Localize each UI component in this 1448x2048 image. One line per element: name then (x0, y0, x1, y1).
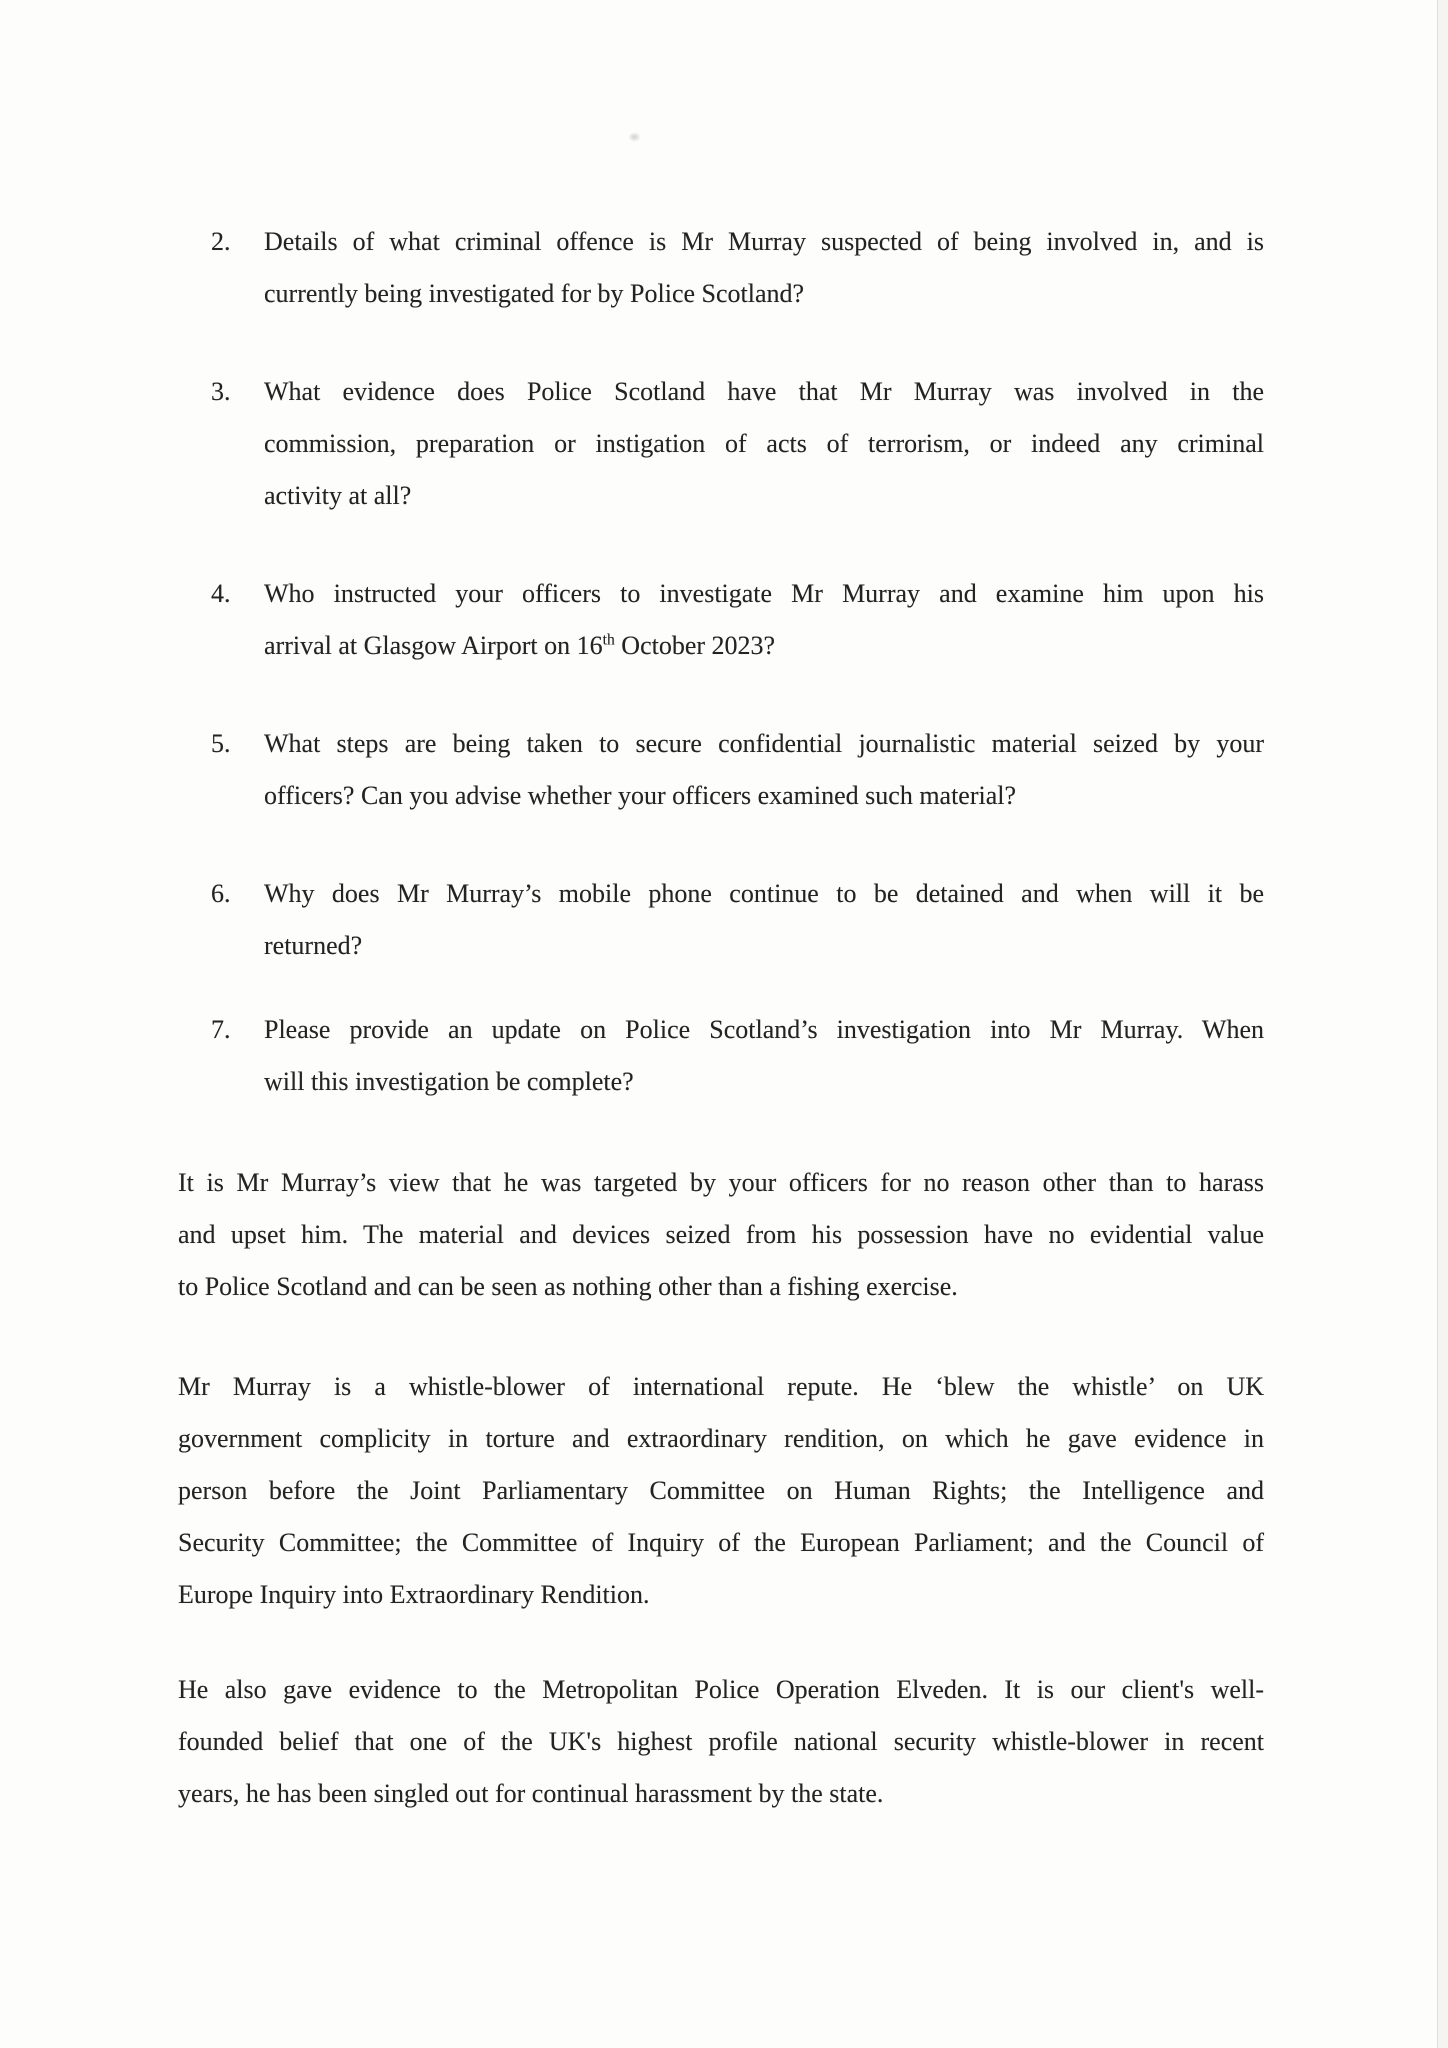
paragraph (178, 1361, 1264, 1621)
text-line: founded belief that one of the UK's highest profile national security whistle-blower in recent (178, 1727, 1264, 1756)
text-line: It is Mr Murray’s view that he was targeted by your officers for no reason other than to harass (178, 1168, 1264, 1197)
list-item-number: 2. (211, 227, 231, 256)
list-item-number: 7. (211, 1015, 231, 1044)
superscript-ordinal: th (602, 631, 615, 649)
text-line: Mr Murray is a whistle-blower of international repute. He ‘blew the whistle’ on UK (178, 1372, 1264, 1401)
list-item-text (264, 718, 1264, 822)
text-line: What evidence does Police Scotland have that Mr Murray was involved in the (264, 377, 1264, 406)
text-line: He also gave evidence to the Metropolitan Police Operation Elveden. It is our client's well- (178, 1675, 1264, 1704)
list-item (178, 366, 1264, 522)
scan-smudge (628, 132, 641, 142)
text-line: person before the Joint Parliamentary Committee on Human Rights; the Intelligence and (178, 1476, 1264, 1505)
paragraph (178, 1157, 1264, 1313)
list-item-text (264, 568, 1264, 672)
text-segment: October 2023? (614, 631, 776, 660)
list-item-number: 5. (211, 729, 231, 758)
text-line: Who instructed your officers to investigate Mr Murray and examine him upon his (264, 579, 1264, 608)
text-line (264, 620, 1264, 672)
text-segment: arrival at Glasgow Airport on 16 (264, 631, 603, 660)
text-line: currently being investigated for by Police Scotland? (264, 279, 805, 308)
list-item (178, 568, 1264, 672)
text-line: Details of what criminal offence is Mr Murray suspected of being involved in, and is (264, 227, 1264, 256)
text-line: officers? Can you advise whether your officers examined such material? (264, 781, 1017, 810)
text-line: Europe Inquiry into Extraordinary Rendition. (178, 1580, 650, 1609)
text-line: Security Committee; the Committee of Inquiry of the European Parliament; and the Council of (178, 1528, 1264, 1557)
letter-body (178, 216, 1264, 1820)
list-item-number: 3. (211, 377, 231, 406)
list-item (178, 1004, 1264, 1108)
list-item-number: 6. (211, 879, 231, 908)
text-line: What steps are being taken to secure confidential journalistic material seized by your (264, 729, 1264, 758)
paragraph (178, 1664, 1264, 1820)
text-line: to Police Scotland and can be seen as nothing other than a fishing exercise. (178, 1272, 958, 1301)
text-line: activity at all? (264, 481, 412, 510)
text-line: government complicity in torture and extraordinary rendition, on which he gave evidence in (178, 1424, 1264, 1453)
text-line: years, he has been singled out for continual harassment by the state. (178, 1779, 884, 1808)
list-item-text (264, 868, 1264, 972)
page-edge-line (1437, 0, 1438, 2048)
list-item (178, 216, 1264, 320)
text-line: returned? (264, 931, 363, 960)
list-item-text (264, 216, 1264, 320)
list-item-number: 4. (211, 579, 231, 608)
text-line: Please provide an update on Police Scotland’s investigation into Mr Murray. When (264, 1015, 1264, 1044)
scan-edge-strip (1438, 0, 1448, 2048)
text-line: Why does Mr Murray’s mobile phone continue to be detained and when will it be (264, 879, 1264, 908)
list-item (178, 868, 1264, 972)
text-line: and upset him. The material and devices seized from his possession have no evidential value (178, 1220, 1264, 1249)
list-item-text (264, 366, 1264, 522)
list-item (178, 718, 1264, 822)
text-line: will this investigation be complete? (264, 1067, 634, 1096)
text-line: commission, preparation or instigation of acts of terrorism, or indeed any criminal (264, 429, 1264, 458)
list-item-text (264, 1004, 1264, 1108)
